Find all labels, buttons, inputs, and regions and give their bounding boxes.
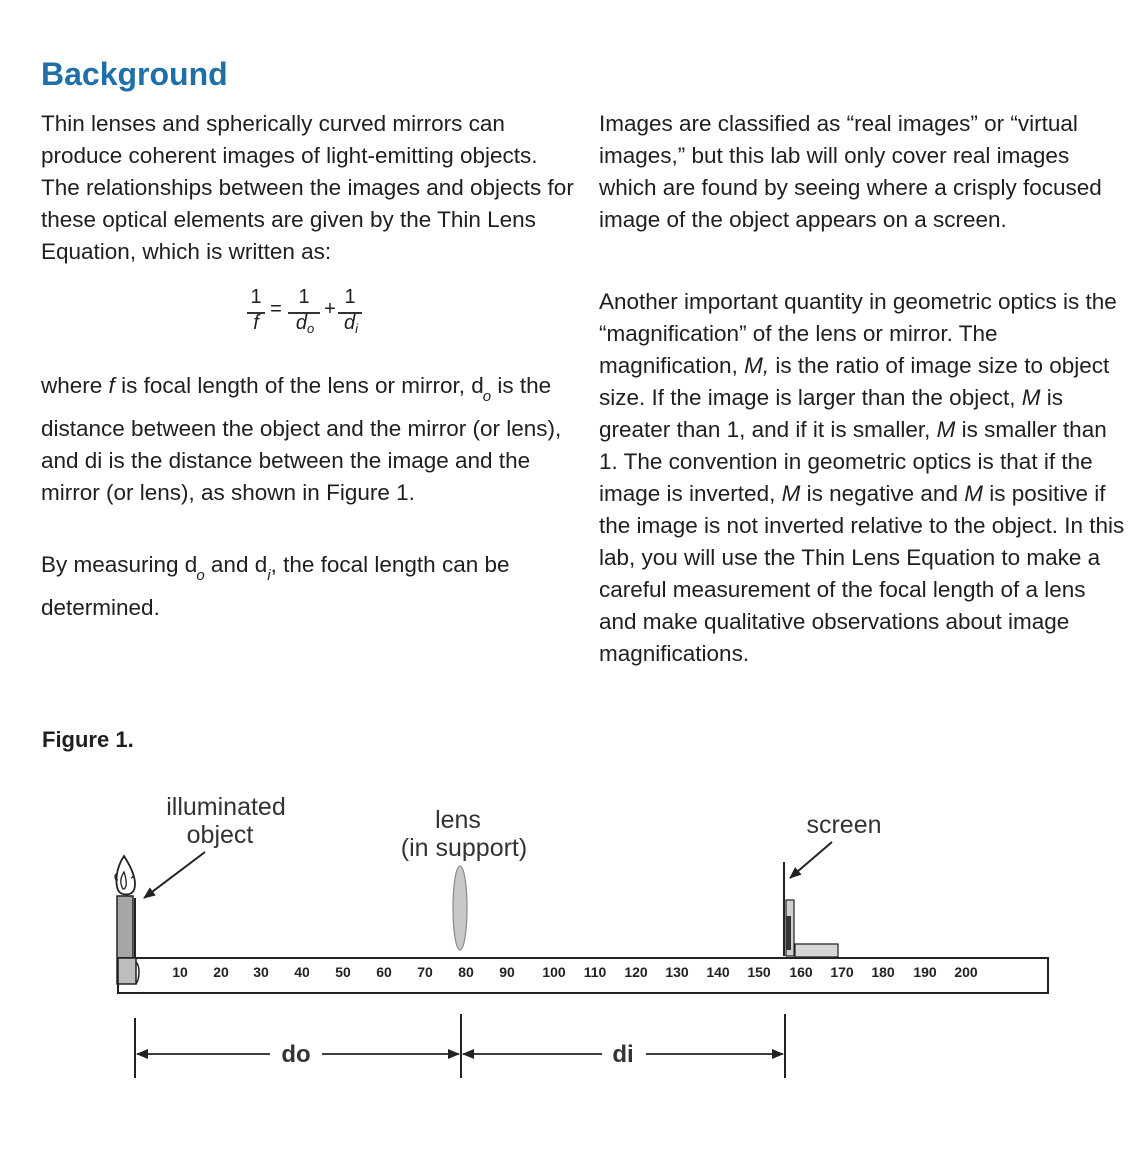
ruler-tick: 140: [706, 964, 730, 980]
magnification-paragraph: Another important quantity in geometric optics is the “magnification” of the lens or mirror. The magnification, M, is the ratio of image size to object size. If the image is larger than the object, M is greater than 1, and if it is smaller, M is smaller than 1. The convention in geometric optics is that if the image is inverted, M is negative and M is positive if the image is not inverted relative to the object. In this lab, you will use the Thin Lens Equation to make a careful measurement of the focal length of a lens and make qualitative observations about image magnifications.: [599, 289, 1125, 666]
ruler-tick: 70: [417, 964, 433, 980]
ruler-tick: 90: [499, 964, 515, 980]
ruler-tick: 170: [830, 964, 854, 980]
ruler-tick: 120: [624, 964, 648, 980]
ruler-end-block: [118, 958, 136, 984]
eq-num-mid: 1: [298, 286, 310, 308]
ruler-tick: 150: [747, 964, 771, 980]
ruler-tick: 40: [294, 964, 310, 980]
ruler-tick: 110: [583, 964, 607, 980]
lens-label-line1: lens: [435, 806, 481, 834]
lens-label-line2: (in support): [400, 834, 528, 862]
ruler-tick: 10: [172, 964, 188, 980]
classification-paragraph: Images are classified as “real images” or “virtual images,” but this lab will only cover real images which are found by seeing where a crisply focused image of the object appears on a screen.: [599, 111, 1102, 232]
ruler-tick: 180: [871, 964, 895, 980]
object-pointer-arrow: [144, 852, 205, 898]
screen-label: screen: [806, 811, 882, 839]
where-paragraph: where f is focal length of the lens or mirror, $d_o$ is the distance between the object and the mirror (or lens), and di is the distance between the image and the mirror (or lens), as shown in Figure 1.: [41, 373, 562, 505]
ruler-tick: 100: [542, 964, 566, 980]
lens-shape: [453, 866, 467, 950]
eq-plus: +: [324, 298, 336, 320]
ruler-tick: 50: [335, 964, 351, 980]
figure-label: Figure 1.: [42, 727, 134, 752]
do-label: do: [281, 1041, 311, 1068]
eq-num-left: 1: [250, 286, 262, 308]
eq-den-left: f: [253, 312, 259, 334]
flame-icon: [115, 856, 135, 895]
intro-paragraph: Thin lenses and spherically curved mirrors can produce coherent images of light-emitting objects. The relationships between the images and objects for these optical elements are given by the Thin Lens Equation, which is written as:: [41, 111, 574, 264]
ruler-tick: 80: [458, 964, 474, 980]
object-label-line1: illuminated: [166, 793, 286, 821]
ruler-tick: 190: [913, 964, 937, 980]
section-heading: Background: [41, 56, 228, 92]
eq-num-right: 1: [344, 286, 356, 308]
eq-den-mid: $d_o$: [295, 312, 315, 336]
ruler-tick: 20: [213, 964, 229, 980]
object-label-line2: object: [186, 821, 254, 849]
ruler-tick: 200: [954, 964, 978, 980]
measure-paragraph: By measuring $d_o$ and $d_i$, the focal length can be determined.: [41, 552, 510, 620]
ruler-tick: 130: [665, 964, 689, 980]
ruler-tick: 60: [376, 964, 392, 980]
screen-pointer-arrow: [790, 842, 832, 878]
eq-den-right: $d_i$: [343, 312, 358, 336]
di-label: di: [612, 1041, 634, 1068]
eq-equals: =: [270, 298, 282, 320]
ruler-tick: 30: [253, 964, 269, 980]
ruler-tick: 160: [789, 964, 813, 980]
